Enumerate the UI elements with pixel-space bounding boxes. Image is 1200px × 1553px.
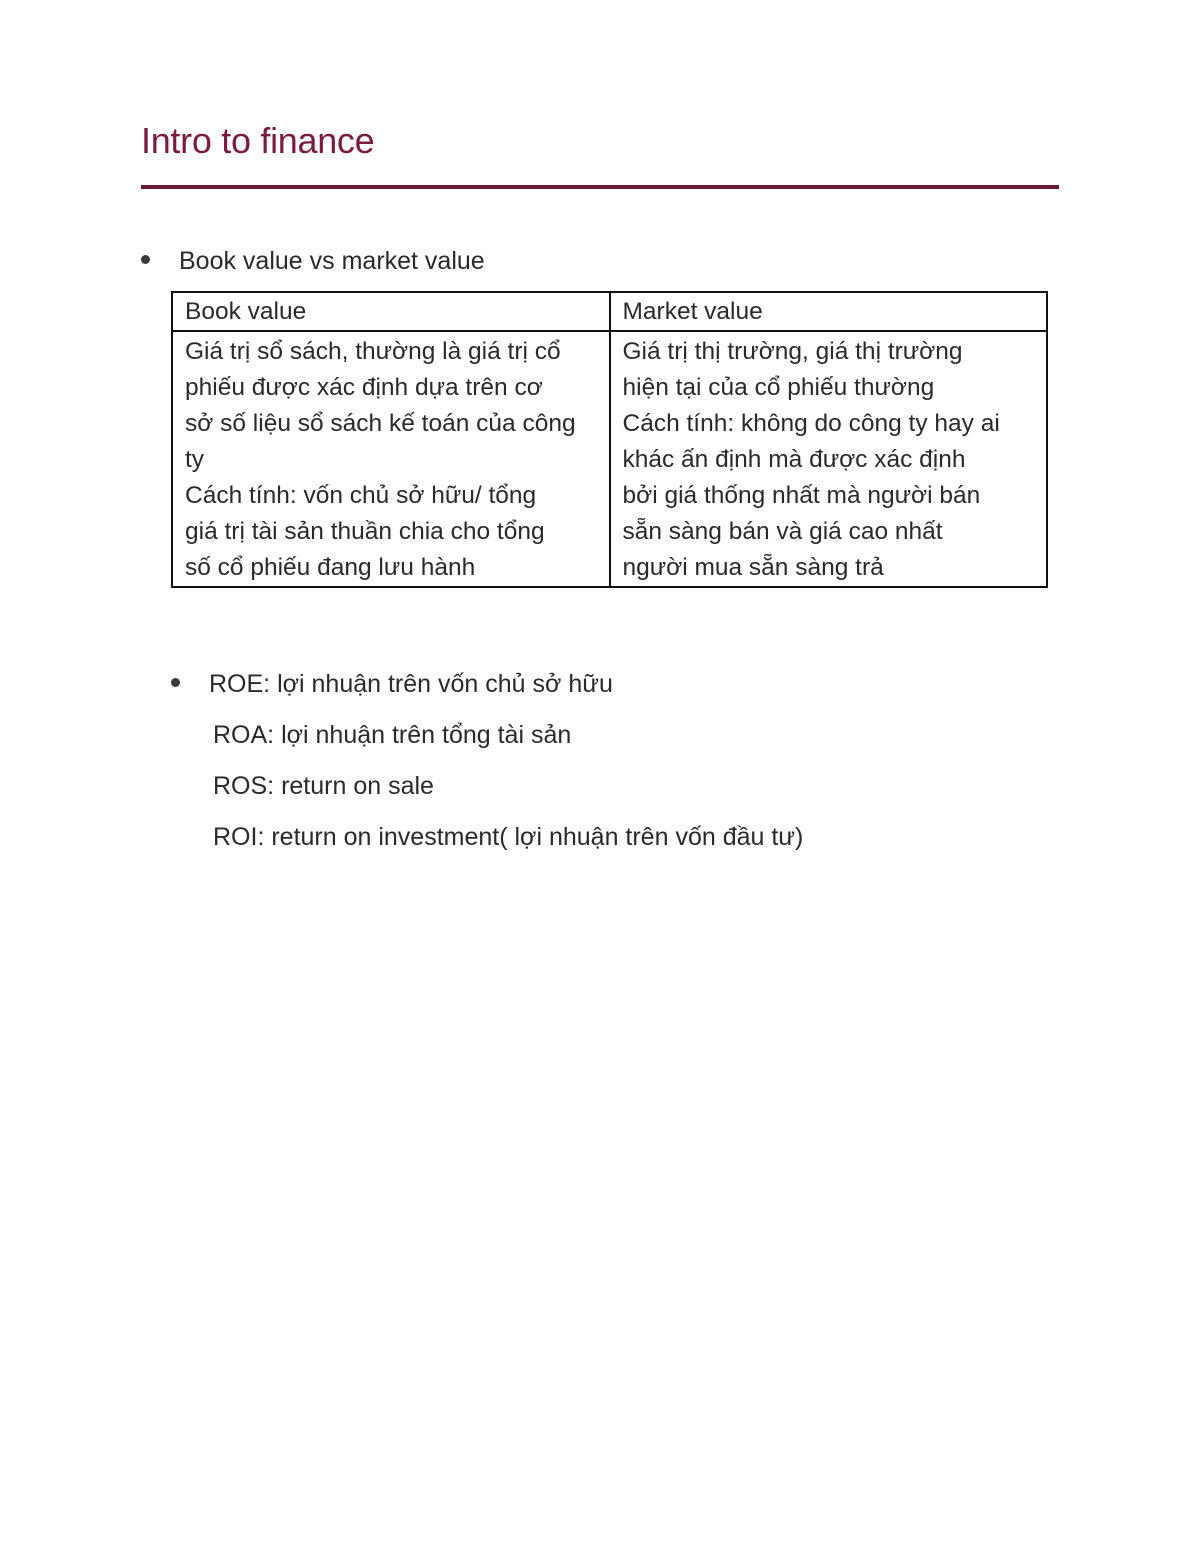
- bullet-dot-icon: [141, 255, 150, 264]
- page-title: Intro to finance: [141, 120, 375, 161]
- market-value-line: khác ấn định mà được xác định: [622, 446, 966, 473]
- book-value-line: số cổ phiếu đang lưu hành: [185, 554, 476, 581]
- ratio-item-ros: [171, 765, 803, 816]
- book-vs-market-table: [171, 291, 1048, 588]
- book-value-cell: [172, 331, 610, 587]
- book-value-line: phiếu được xác định dựa trên cơ: [185, 374, 543, 401]
- ratio-text: ROI: return on investment( lợi nhuận trên vốn đầu tư): [213, 823, 804, 851]
- ratio-item-roa: [171, 714, 803, 765]
- table-header-row: [172, 292, 1047, 331]
- title-underline-rule: [141, 185, 1059, 189]
- ratio-item-roi: [171, 816, 803, 867]
- market-value-line: hiện tại của cổ phiếu thường: [622, 374, 935, 401]
- book-value-line: sở số liệu sổ sách kế toán của công: [185, 410, 576, 437]
- ratio-item-roe: [171, 663, 803, 714]
- market-value-line: người mua sẵn sàng trả: [622, 554, 884, 581]
- ratio-text: ROA: lợi nhuận trên tổng tài sản: [213, 721, 572, 749]
- market-value-line: sẵn sàng bán và giá cao nhất: [622, 518, 943, 545]
- book-value-line: ty: [185, 446, 205, 473]
- market-value-line: bởi giá thống nhất mà người bán: [622, 482, 981, 509]
- bullet-item-book-vs-market: [141, 243, 485, 279]
- bullet-dot-icon: [171, 678, 180, 687]
- book-value-line: Giá trị sổ sách, thường là giá trị cổ: [185, 338, 561, 365]
- book-value-line: giá trị tài sản thuần chia cho tổng: [185, 518, 545, 545]
- market-value-line: Giá trị thị trường, giá thị trường: [622, 338, 963, 365]
- table-row: [172, 331, 1047, 587]
- market-value-line: Cách tính: không do công ty hay ai: [622, 410, 1000, 437]
- ratio-text: ROE: lợi nhuận trên vốn chủ sở hữu: [209, 670, 613, 698]
- ratio-text: ROS: return on sale: [213, 772, 434, 800]
- header-book-value: Book value: [172, 292, 610, 331]
- ratio-list: [171, 663, 803, 867]
- bullet-text: Book value vs market value: [179, 247, 485, 275]
- book-value-line: Cách tính: vốn chủ sở hữu/ tổng: [185, 482, 537, 509]
- header-market-value: Market value: [610, 292, 1048, 331]
- market-value-cell: [610, 331, 1048, 587]
